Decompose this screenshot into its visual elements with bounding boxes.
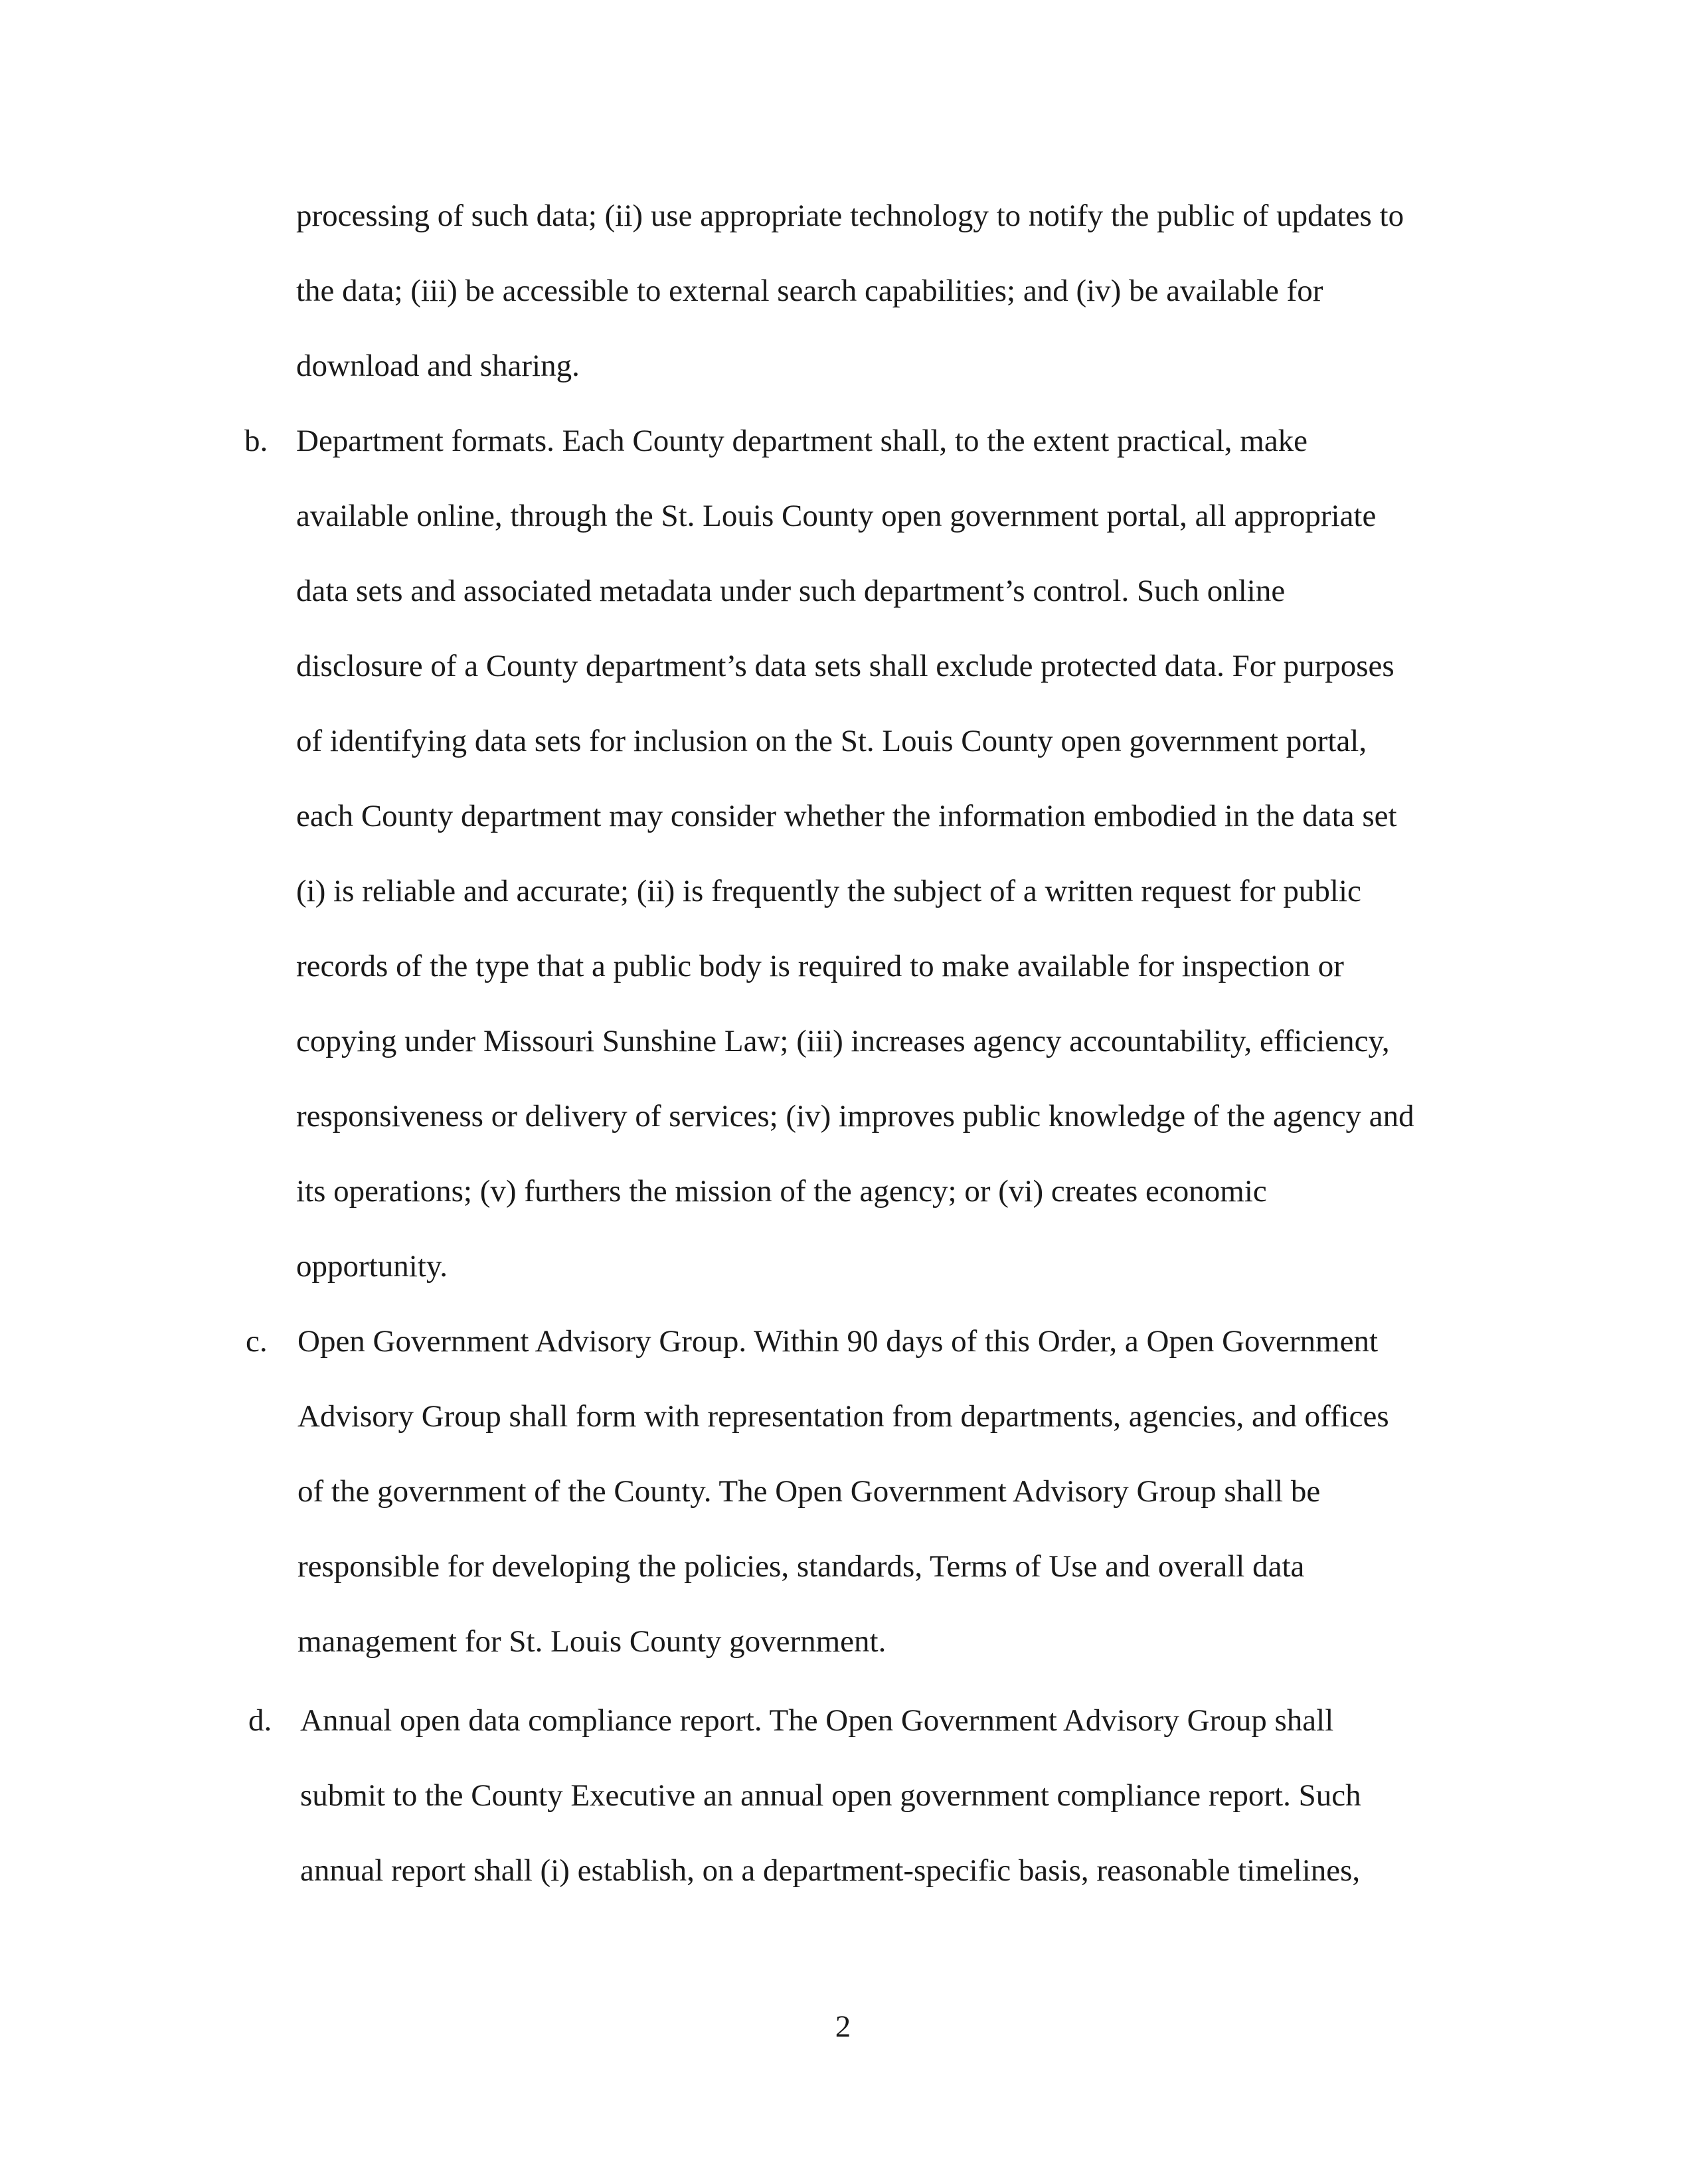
paragraph-line: disclosure of a County department’s data sets shall exclude protected data. For purposes [296, 649, 1394, 683]
paragraph-line: each County department may consider whether the information embodied in the data set [296, 799, 1397, 833]
paragraph-line: data sets and associated metadata under such department’s control. Such online [296, 574, 1286, 608]
paragraph-line: download and sharing. [296, 349, 580, 383]
paragraph-line: annual report shall (i) establish, on a department-specific basis, reasonable timelines, [300, 1853, 1361, 1888]
paragraph-line: records of the type that a public body is required to make available for inspection or [296, 949, 1344, 983]
paragraph-line: Open Government Advisory Group. Within 90 days of this Order, a Open Government [297, 1324, 1379, 1359]
list-marker: c. [246, 1324, 268, 1359]
paragraph-line: management for St. Louis County government. [297, 1624, 886, 1659]
paragraph-line: the data; (iii) be accessible to external search capabilities; and (iv) be available for [296, 274, 1323, 308]
paragraph-line: its operations; (v) furthers the mission of the agency; or (vi) creates economic [296, 1174, 1267, 1209]
list-marker: d. [248, 1703, 272, 1738]
paragraph-line: of identifying data sets for inclusion on the St. Louis County open government portal, [296, 724, 1367, 758]
paragraph-line: Annual open data compliance report. The Open Government Advisory Group shall [300, 1703, 1334, 1738]
paragraph-line: Advisory Group shall form with representation from departments, agencies, and offices [297, 1399, 1389, 1434]
paragraph-line: opportunity. [296, 1249, 448, 1284]
paragraph-line: Department formats. Each County department shall, to the extent practical, make [296, 424, 1308, 458]
paragraph-line: responsiveness or delivery of services; (iv) improves public knowledge of the agency and [296, 1099, 1414, 1134]
paragraph-line: of the government of the County. The Open Government Advisory Group shall be [297, 1474, 1321, 1509]
paragraph-line: copying under Missouri Sunshine Law; (iii) increases agency accountability, efficiency, [296, 1024, 1390, 1058]
list-marker: b. [244, 424, 268, 458]
paragraph-line: processing of such data; (ii) use appropriate technology to notify the public of updates to [296, 199, 1404, 233]
paragraph-line: (i) is reliable and accurate; (ii) is frequently the subject of a written request for public [296, 874, 1361, 908]
paragraph-line: responsible for developing the policies, standards, Terms of Use and overall data [297, 1549, 1305, 1584]
paragraph-line: submit to the County Executive an annual open government compliance report. Such [300, 1778, 1361, 1813]
paragraph-line: available online, through the St. Louis County open government portal, all appropriate [296, 499, 1377, 533]
page-number: 2 [835, 2009, 851, 2044]
